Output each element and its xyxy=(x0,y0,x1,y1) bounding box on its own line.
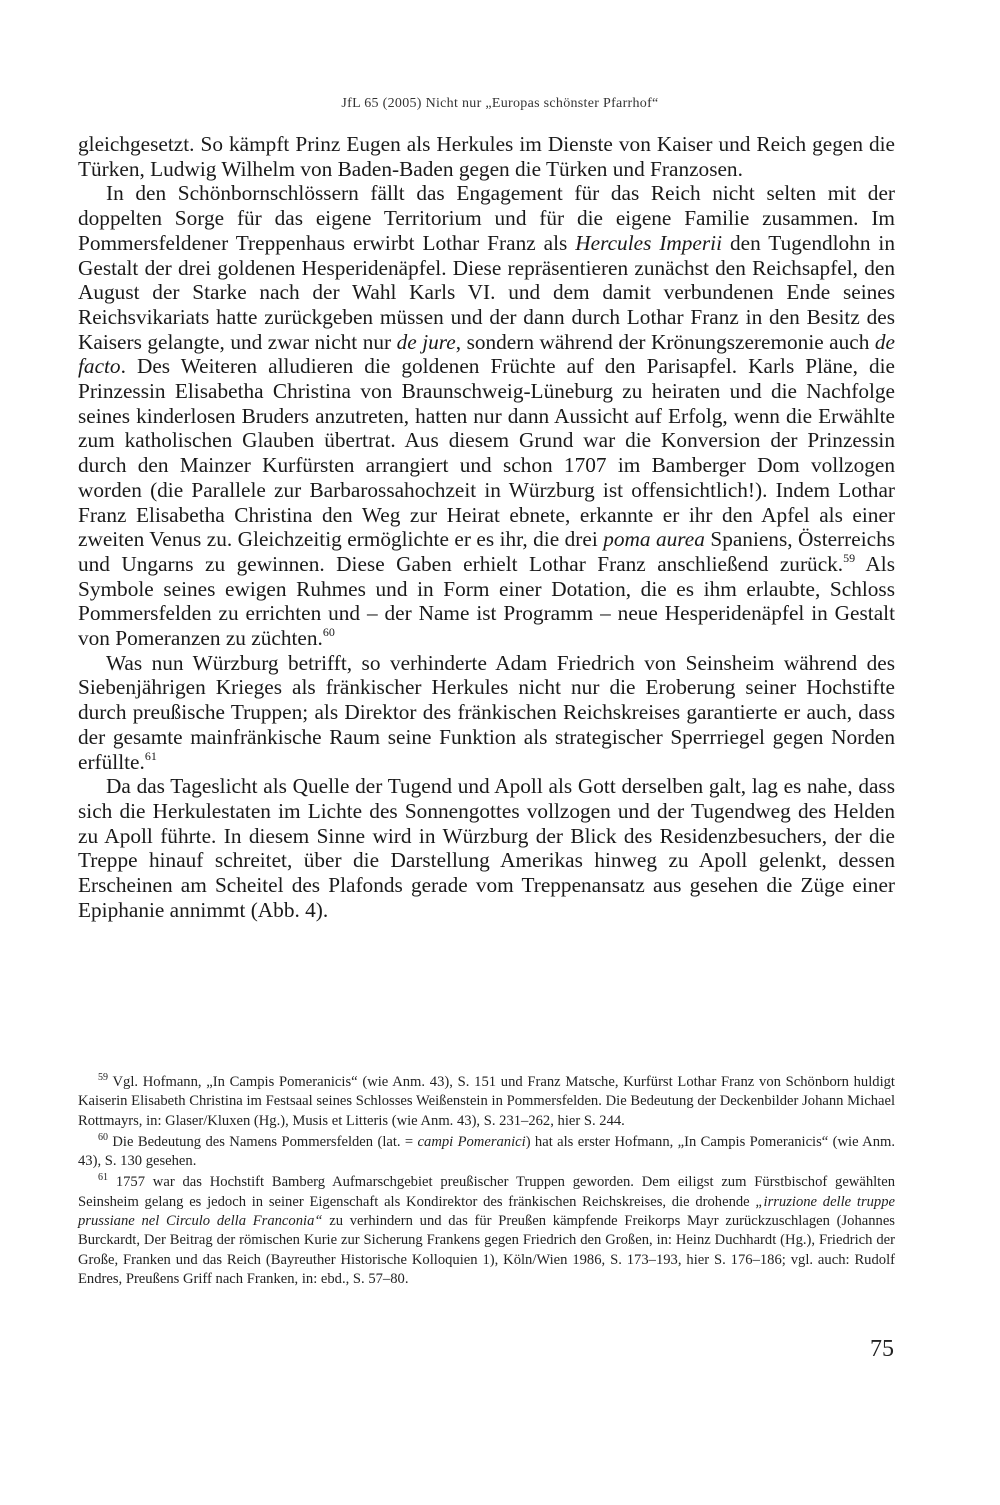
paragraph-1: gleichgesetzt. So kämpft Prinz Eugen als Herkules im Dienste von Kaiser und Reich gegen die Türken, Ludwig Wilhelm von Baden-Baden gegen die Türken und Franzosen. xyxy=(78,132,895,181)
footnote-ref-60: 60 xyxy=(322,625,335,640)
page-number: 75 xyxy=(870,1336,894,1362)
paragraph-3: Was nun Würzburg betrifft, so verhinderte Adam Friedrich von Seinsheim während des Siebenjährigen Krieges als fränkischer Herkules nicht nur die Eroberung seiner Hochstifte durch preußische Truppen; als Direktor des fränkischen Reichskreises garantierte er auch, dass der gesamte mainfränkische Raum seine Funktion als strategischer Sperrriegel gegen Norden erfüllte.$^{61}$ xyxy=(78,650,895,774)
footnote-61: $^{61}$ 1757 war das Hochstift Bamberg Aufmarschgebiet preußischer Truppen geworden. Dem eiligst zum Fürstbischof gewählten Seinsheim gelang es jedoch in seiner Eigenschaft als Kondirektor des fränkischen Reichskreises, die drohende „irruzione delle truppe prussiane nel Circulo della Franconia“ zu verhindern und das für Preußen kämpfende Freikorps Mayr zurückzuschlagen (Johannes Burckardt, Der Beitrag der römischen Kurie zur Sicherung Frankens gegen Friedrich den Großen, in: Heinz Duchhardt (Hg.), Friedrich der Große, Franken und das Reich (Bayreuther Historische Kolloquien 1), Köln/Wien 1986, S. 173–193, hier S. 176–186; vgl. auch: Rudolf Endres, Preußens Griff nach Franken, in: ebd., S. 57–80. xyxy=(78,1172,895,1287)
footnote-ref-61: 61 xyxy=(144,748,157,763)
footnotes xyxy=(78,1073,895,1291)
running-header: JfL 65 (2005) Nicht nur „Europas schönster Pfarrhof“ xyxy=(341,96,659,111)
footnote-60: $^{60}$ Die Bedeutung des Namens Pommersfelden (lat. = campi Pomeranici) hat als erster Hofmann, „In Campis Pomeranicis“ (wie Anm. 43), S. 130 gesehen. xyxy=(78,1131,895,1170)
footnote-ref-59: 59 xyxy=(843,550,856,565)
main-text xyxy=(78,132,895,923)
footnote-59: $^{59}$ Vgl. Hofmann, „In Campis Pomeranicis“ (wie Anm. 43), S. 151 und Franz Matsche, Kurfürst Lothar Franz von Schönborn huldigt Kaiserin Elisabeth Christina im Festsaal seines Schlosses Weißenstein in Pommersfelden. Die Bedeutung der Deckenbilder Johann Michael Rottmayrs, in: Glaser/Kluxen (Hg.), Musis et Litteris (wie Anm. 43), S. 231–262, hier S. 244. xyxy=(78,1072,895,1129)
paragraph-2: In den Schönbornschlössern fällt das Engagement für das Reich nicht selten mit der doppelten Sorge für das eigene Territorium und für die eigene Familie zusammen. Im Pommersfeldener Treppenhaus erwirbt Lothar Franz als Hercules Imperii den Tugendlohn in Gestalt der drei goldenen Hesperidenäpfel. Diese repräsentieren zunächst den Reichsapfel, den August der Starke nach der Wahl Karls VI. und dem damit verbundenen Ende seines Reichsvikariats hatte zurückgeben müssen und der dann durch Lothar Franz in den Besitz des Kaisers gelangte, und zwar nicht nur de jure, sondern während der Krönungszeremonie auch de facto. Des Weiteren alludieren die goldenen Früchte auf den Parisapfel. Karls Pläne, die Prinzessin Elisabetha Christina von Braunschweig-Lüneburg zu heiraten und die Nachfolge seines kinderlosen Bruders anzutreten, hatten nur dann Aussicht auf Erfolg, wenn die Erwählte zum katholischen Glauben übertrat. Aus diesem Grund war die Konversion der Prinzessin durch den Mainzer Kurfürsten arrangiert und schon 1707 im Bamberger Dom vollzogen worden (die Parallele zur Barbarossahochzeit in Würzburg ist offensichtlich!). Indem Lothar Franz Elisabetha Christina den Weg zur Heirat ebnete, erkannte er ihr den Apfel als einer zweiten Venus zu. Gleichzeitig ermöglichte er es ihr, die drei poma aurea Spaniens, Österreichs und Ungarns zu gewinnen. Diese Gaben erhielt Lothar Franz anschließend zurück.$^{59}$ Als Symbole seines ewigen Ruhmes und in Form einer Dotation, die es ihm erlaubte, Schloss Pommersfelden zu errichten und – der Name ist Programm – neue Hesperidenäpfel in Gestalt von Pomeranzen zu züchten.$^{60}$ xyxy=(78,181,896,651)
paragraph-4: Da das Tageslicht als Quelle der Tugend und Apoll als Gott derselben galt, lag es nahe, dass sich die Herkulestaten im Lichte des Sonnengottes vollzogen und der Tugendweg des Helden zu Apoll führte. In diesem Sinne wird in Würzburg der Blick des Residenzbesuchers, der die Treppe hinauf schreitet, über die Darstellung Amerikas hinweg zu Apoll gelenkt, dessen Erscheinen am Scheitel des Plafonds gerade vom Treppenansatz aus gesehen die Züge einer Epiphanie annimmt (Abb. 4). xyxy=(78,774,895,922)
